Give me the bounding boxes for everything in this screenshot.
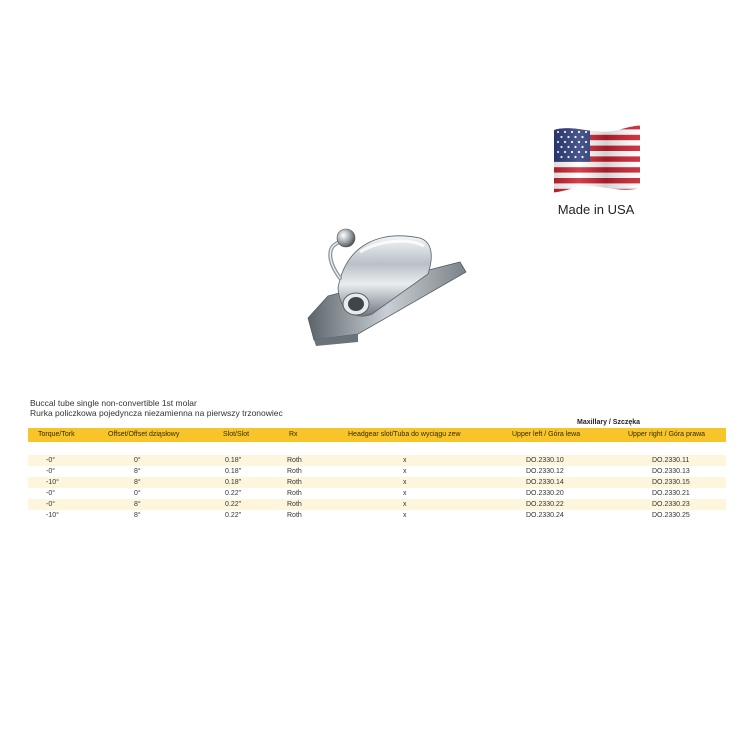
cell-headgear: x bbox=[403, 457, 407, 464]
cell-offset: 8° bbox=[134, 479, 141, 486]
cell-rx: Roth bbox=[287, 479, 302, 486]
cell-upper-right: DO.2330.13 bbox=[652, 468, 690, 475]
column-header-upper-left: Upper left / Góra lewa bbox=[512, 431, 581, 438]
table-row bbox=[28, 488, 726, 499]
table-row bbox=[28, 466, 726, 477]
cell-slot: 0.18" bbox=[225, 457, 242, 464]
cell-upper-right: DO.2330.21 bbox=[652, 490, 690, 497]
cell-offset: 8° bbox=[134, 501, 141, 508]
column-header-headgear: Headgear slot/Tuba do wyciągu zew bbox=[348, 431, 461, 438]
made-in-usa-label: Made in USA bbox=[557, 202, 635, 217]
cell-slot: 0.18" bbox=[225, 479, 242, 486]
cell-upper-left: DO.2330.10 bbox=[526, 457, 564, 464]
cell-slot: 0.22" bbox=[225, 490, 242, 497]
cell-torque: -0° bbox=[46, 490, 56, 497]
cell-rx: Roth bbox=[287, 512, 302, 519]
cell-headgear: x bbox=[403, 512, 407, 519]
cell-upper-left: DO.2330.12 bbox=[526, 468, 564, 475]
cell-torque: -10° bbox=[46, 512, 59, 519]
cell-upper-left: DO.2330.22 bbox=[526, 501, 564, 508]
table-row bbox=[28, 499, 726, 510]
us-flag-icon bbox=[552, 124, 642, 194]
product-title-pl: Rurka policzkowa pojedyncza niezamienna na pierwszy trzonowiec bbox=[30, 408, 283, 418]
column-header-upper-right: Upper right / Góra prawa bbox=[628, 431, 706, 438]
column-header-rx: Rx bbox=[289, 431, 298, 438]
product-title-en: Buccal tube single non-convertible 1st molar bbox=[30, 398, 197, 408]
product-table bbox=[28, 428, 726, 521]
table-spacer bbox=[28, 442, 726, 455]
table-row bbox=[28, 477, 726, 488]
cell-rx: Roth bbox=[287, 490, 302, 497]
cell-slot: 0.22" bbox=[225, 501, 242, 508]
cell-headgear: x bbox=[403, 468, 407, 475]
cell-torque: -0° bbox=[46, 457, 56, 464]
maxillary-group-label: Maxillary / Szczęka bbox=[577, 419, 641, 426]
cell-upper-right: DO.2330.23 bbox=[652, 501, 690, 508]
cell-rx: Roth bbox=[287, 468, 302, 475]
cell-headgear: x bbox=[403, 490, 407, 497]
column-header-slot: Slot/Slot bbox=[223, 431, 250, 438]
buccal-tube-product-image bbox=[300, 222, 470, 350]
cell-torque: -0° bbox=[46, 501, 56, 508]
cell-rx: Roth bbox=[287, 457, 302, 464]
cell-upper-left: DO.2330.24 bbox=[526, 512, 564, 519]
cell-torque: -10° bbox=[46, 479, 59, 486]
table-row bbox=[28, 510, 726, 521]
table-header-row bbox=[28, 428, 726, 442]
cell-upper-right: DO.2330.15 bbox=[652, 479, 690, 486]
cell-offset: 8° bbox=[134, 468, 141, 475]
cell-rx: Roth bbox=[287, 501, 302, 508]
cell-slot: 0.22" bbox=[225, 512, 242, 519]
cell-upper-right: DO.2330.25 bbox=[652, 512, 690, 519]
cell-upper-left: DO.2330.14 bbox=[526, 479, 564, 486]
cell-upper-right: DO.2330.11 bbox=[652, 457, 690, 464]
cell-slot: 0.18" bbox=[225, 468, 242, 475]
column-header-torque: Torque/Tork bbox=[38, 431, 75, 438]
table-row bbox=[28, 455, 726, 466]
cell-torque: -0° bbox=[46, 468, 56, 475]
cell-headgear: x bbox=[403, 479, 407, 486]
column-header-offset: Offset/Offset dziąsłowy bbox=[108, 431, 180, 438]
cell-headgear: x bbox=[403, 501, 407, 508]
cell-offset: 0° bbox=[134, 490, 141, 497]
cell-offset: 0° bbox=[134, 457, 141, 464]
cell-upper-left: DO.2330.20 bbox=[526, 490, 564, 497]
cell-offset: 8° bbox=[134, 512, 141, 519]
